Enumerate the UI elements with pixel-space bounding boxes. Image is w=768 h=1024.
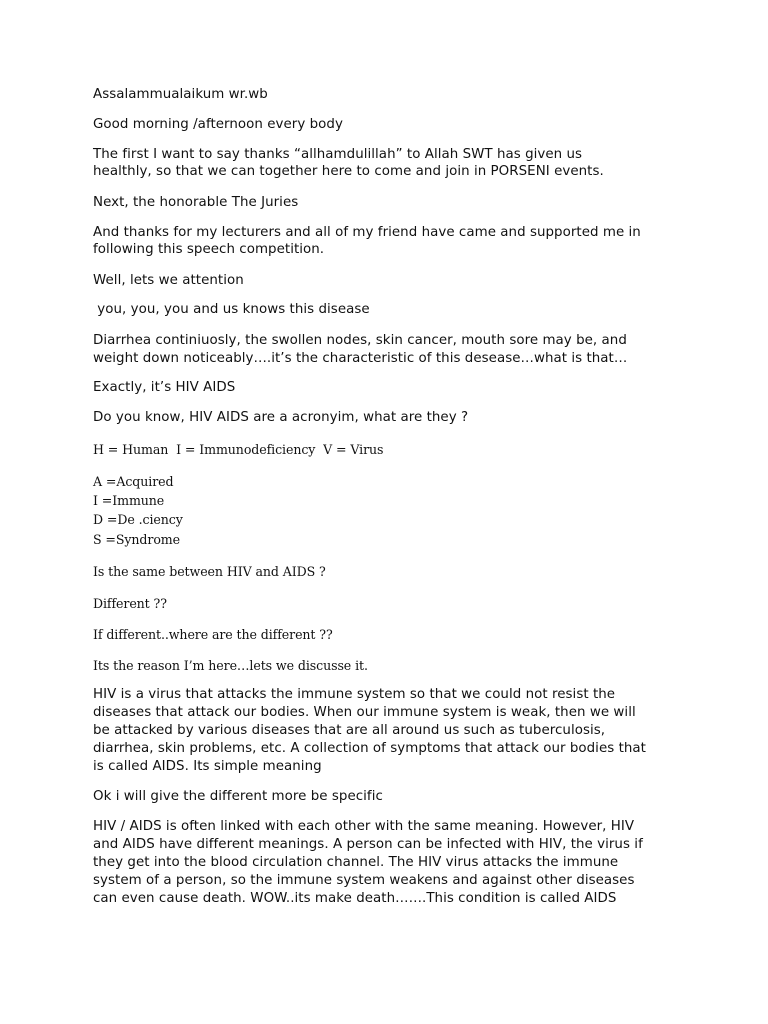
- reason-line: Its the reason I’m here…lets we discusse it.: [93, 658, 368, 673]
- linked-explanation-line-5: can even cause death. WOW..its make death…….This condition is called AIDS: [93, 891, 617, 906]
- hiv-explanation-line-4: diarrhea, skin problems, etc. A collection of symptoms that attack our bodies that: [93, 741, 646, 756]
- aids-acronym-i: I =Immune: [93, 493, 165, 508]
- linked-explanation-line-4: system of a person, so the immune system weakens and against other diseases: [93, 873, 635, 888]
- where-different-line: If different..where are the different ??: [93, 627, 333, 642]
- acronym-question-line: Do you know, HIV AIDS are a acronyim, what are they ?: [93, 410, 469, 425]
- aids-acronym-a: A =Acquired: [93, 474, 174, 489]
- juries-line: Next, the honorable The Juries: [93, 195, 299, 210]
- thanks-lecturers-line-2: following this speech competition.: [93, 242, 325, 257]
- greeting-line: Assalammualaikum wr.wb: [93, 87, 268, 102]
- hiv-explanation-line-3: be attacked by various diseases that are all around us such as tuberculosis,: [93, 723, 606, 738]
- thanks-allah-line-2: healthly, so that we can together here to come and join in PORSENI events.: [93, 164, 604, 179]
- linked-explanation-line-2: and AIDS have different meanings. A person can be infected with HIV, the virus if: [93, 837, 643, 852]
- characteristics-line-2: weight down noticeably….it’s the characteristic of this desease…what is that…: [93, 351, 628, 366]
- hiv-explanation-line-1: HIV is a virus that attacks the immune system so that we could not resist the: [93, 687, 616, 702]
- good-morning-line: Good morning /afternoon every body: [93, 117, 343, 132]
- exactly-line: Exactly, it’s HIV AIDS: [93, 380, 236, 395]
- more-specific-line: Ok i will give the different more be specific: [93, 789, 383, 804]
- same-question-line: Is the same between HIV and AIDS ?: [93, 564, 326, 579]
- linked-explanation-line-1: HIV / AIDS is often linked with each other with the same meaning. However, HIV: [93, 819, 635, 834]
- thanks-allah-line-1: The first I want to say thanks “allhamdulillah” to Allah SWT has given us: [93, 147, 583, 162]
- hiv-acronym-line: H = Human I = Immunodeficiency V = Virus: [93, 442, 384, 457]
- aids-acronym-d: D =De .ciency: [93, 512, 183, 527]
- hiv-explanation-line-2: diseases that attack our bodies. When our immune system is weak, then we will: [93, 705, 636, 720]
- different-line: Different ??: [93, 596, 167, 611]
- attention-line: Well, lets we attention: [93, 273, 244, 288]
- aids-acronym-s: S =Syndrome: [93, 532, 180, 547]
- characteristics-line-1: Diarrhea continiuosly, the swollen nodes, skin cancer, mouth sore may be, and: [93, 333, 627, 348]
- thanks-lecturers-line-1: And thanks for my lecturers and all of my friend have came and supported me in: [93, 225, 641, 240]
- you-know-line: you, you, you and us knows this disease: [93, 302, 370, 317]
- linked-explanation-line-3: they get into the blood circulation channel. The HIV virus attacks the immune: [93, 855, 619, 870]
- hiv-explanation-line-5: is called AIDS. Its simple meaning: [93, 759, 322, 774]
